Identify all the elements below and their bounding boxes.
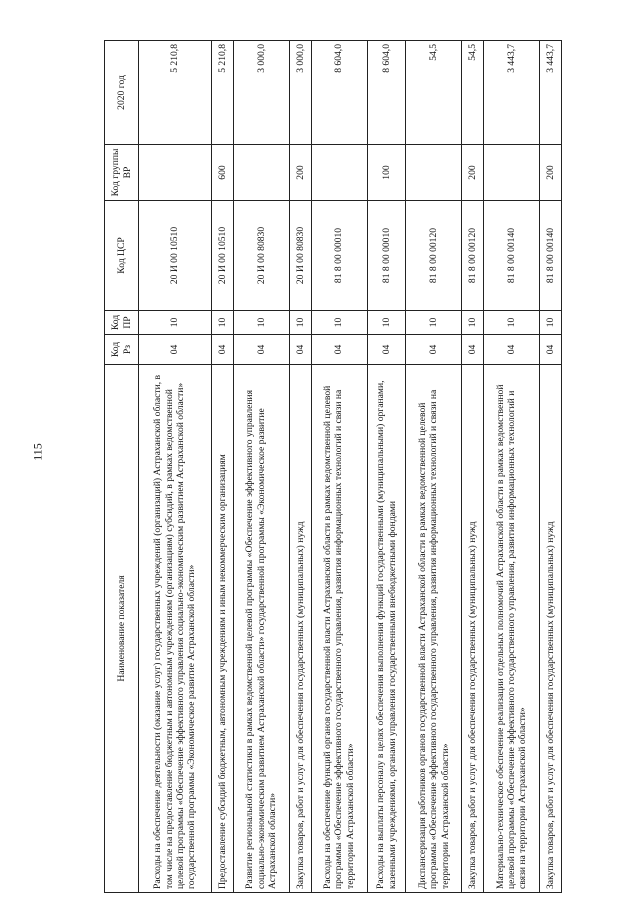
row-pr: 10 — [233, 311, 289, 335]
header-sum: 2020 год — [105, 41, 139, 145]
row-vr — [484, 145, 540, 201]
row-csr: 81 8 00 00010 — [311, 201, 367, 311]
row-vr: 200 — [462, 145, 484, 201]
rotated-table-container — [104, 41, 562, 893]
row-pr: 10 — [212, 311, 234, 335]
row-vr — [311, 145, 367, 201]
row-csr: 20 И 00 10510 — [212, 201, 234, 311]
row-name: Расходы на выплаты персоналу в целях обеспечения выполнения функций государственными (муниципальными) органами, казенными учреждениями, органами управления государственными внебюджетными фондами — [367, 365, 406, 893]
row-pr: 10 — [289, 311, 311, 335]
table-row — [540, 41, 562, 893]
table-row — [311, 41, 367, 893]
row-pr: 10 — [462, 311, 484, 335]
row-sum: 3 443,7 — [540, 41, 562, 145]
row-rz: 04 — [406, 335, 462, 365]
row-vr: 100 — [367, 145, 406, 201]
row-vr: 200 — [289, 145, 311, 201]
row-vr — [233, 145, 289, 201]
row-vr — [406, 145, 462, 201]
row-pr: 10 — [484, 311, 540, 335]
table-row — [233, 41, 289, 893]
header-name: Наименование показателя — [105, 365, 139, 893]
row-rz: 04 — [540, 335, 562, 365]
table-row — [212, 41, 234, 893]
row-pr: 10 — [406, 311, 462, 335]
table-row — [289, 41, 311, 893]
row-name: Материально-техническое обеспечение реализации отдельных полномочий Астраханской области в рамках ведомственной целевой программы «Обеспечение эффективного государственного управления, развития информационных технологий и связи на территории Астраханской области» — [484, 365, 540, 893]
table-row — [406, 41, 462, 893]
row-rz: 04 — [289, 335, 311, 365]
row-csr: 81 8 00 00140 — [540, 201, 562, 311]
row-pr: 10 — [540, 311, 562, 335]
row-pr: 10 — [311, 311, 367, 335]
row-sum: 3 443,7 — [484, 41, 540, 145]
row-csr: 20 И 00 80830 — [233, 201, 289, 311]
row-sum: 54,5 — [462, 41, 484, 145]
row-pr: 10 — [139, 311, 212, 335]
row-name: Закупка товаров, работ и услуг для обеспечения государственных (муниципальных) нужд — [289, 365, 311, 893]
row-rz: 04 — [311, 335, 367, 365]
row-rz: 04 — [367, 335, 406, 365]
row-name: Закупка товаров, работ и услуг для обеспечения государственных (муниципальных) нужд — [540, 365, 562, 893]
row-sum: 8 604,0 — [367, 41, 406, 145]
row-name: Развитие региональной статистики в рамках ведомственной целевой программы «Обеспечение эффективного управления социально-экономическим развитием Астраханской области» государственной программы «Экономическое развитие Астраханской области» — [233, 365, 289, 893]
row-sum: 8 604,0 — [311, 41, 367, 145]
table-row — [367, 41, 406, 893]
row-csr: 81 8 00 00140 — [484, 201, 540, 311]
row-csr: 81 8 00 00010 — [367, 201, 406, 311]
page-number: 115 — [30, 443, 45, 461]
row-csr: 81 8 00 00120 — [406, 201, 462, 311]
row-rz: 04 — [462, 335, 484, 365]
row-sum: 54,5 — [406, 41, 462, 145]
row-sum: 3 000,0 — [233, 41, 289, 145]
table-row — [139, 41, 212, 893]
header-rz: Код Рз — [105, 335, 139, 365]
row-rz: 04 — [484, 335, 540, 365]
header-pr: Код ПР — [105, 311, 139, 335]
row-pr: 10 — [367, 311, 406, 335]
row-name: Предоставление субсидий бюджетным, автономным учреждениям и иным некоммерческим организациям — [212, 365, 234, 893]
table-row — [484, 41, 540, 893]
budget-table — [104, 40, 562, 893]
row-rz: 04 — [139, 335, 212, 365]
row-rz: 04 — [233, 335, 289, 365]
row-vr — [139, 145, 212, 201]
row-sum: 5 210,8 — [139, 41, 212, 145]
header-vr: Код группы ВР — [105, 145, 139, 201]
row-csr: 20 И 00 80830 — [289, 201, 311, 311]
row-csr: 81 8 00 00120 — [462, 201, 484, 311]
table-row — [462, 41, 484, 893]
row-rz: 04 — [212, 335, 234, 365]
row-sum: 5 210,8 — [212, 41, 234, 145]
table-header-row — [105, 41, 139, 893]
row-name: Расходы на обеспечение функций органов государственной власти Астраханской области в рамках ведомственной целевой программы «Обеспечение эффективного государственного управления, развития информационных технологий и связи на территории Астраханской области» — [311, 365, 367, 893]
row-name: Расходы на обеспечение деятельности (оказание услуг) государственных учреждений (организаций) Астраханской области, в том числе на предоставление бюджетным и автономным учреждениям (организациям) субсидий, в рамках ведомственной целевой программы «Обеспечение эффективного управления социально-экономическим развитием Астраханской области» государственной программы «Экономическое развитие Астраханской области» — [139, 365, 212, 893]
row-sum: 3 000,0 — [289, 41, 311, 145]
row-name: Закупка товаров, работ и услуг для обеспечения государственных (муниципальных) нужд — [462, 365, 484, 893]
row-name: Диспансеризация работников органов государственной власти Астраханской области в рамках ведомственной целевой программы «Обеспечение эффективного государственного управления, развития информационных технологий и связи на территории Астраханской области» — [406, 365, 462, 893]
row-csr: 20 И 00 10510 — [139, 201, 212, 311]
row-vr: 600 — [212, 145, 234, 201]
header-csr: Код ЦСР — [105, 201, 139, 311]
row-vr: 200 — [540, 145, 562, 201]
